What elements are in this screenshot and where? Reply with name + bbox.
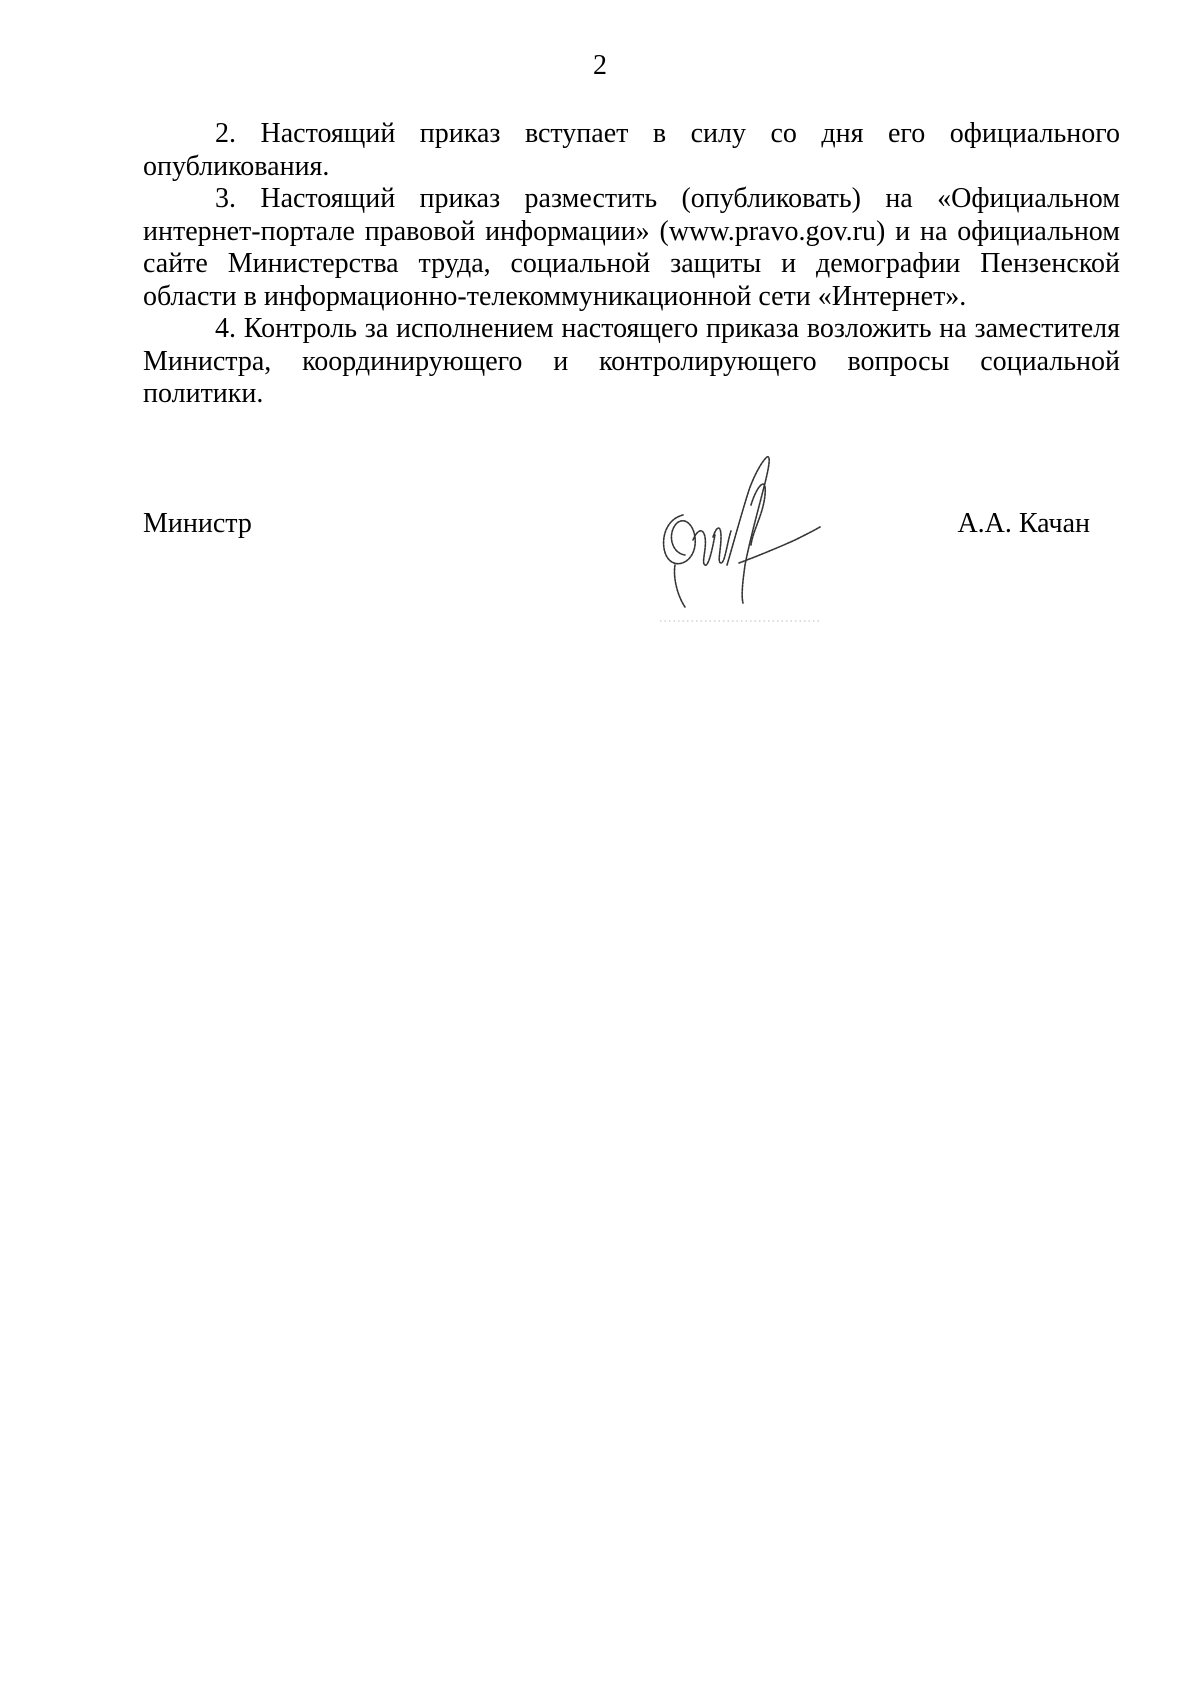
paragraph-3: 3. Настоящий приказ разместить (опубликовать) на «Официальном интернет-портале правовой информации» (www.pravo.gov.ru) и на официальном сайте Министерства труда, социальной защиты и демографии Пензенской области в информационно-телекоммуникационной сети «Интернет». (143, 183, 1120, 312)
page-number: 2 (593, 50, 607, 81)
handwritten-signature (655, 445, 825, 625)
signatory-name: А.А. Качан (957, 508, 1090, 539)
document-body (143, 118, 1120, 411)
signature-block (143, 504, 1120, 544)
signatory-title: Министр (143, 508, 252, 539)
paragraph-4: 4. Контроль за исполнением настоящего приказа возложить на заместителя Министра, координирующего и контролирующего вопросы социальной политики. (143, 313, 1120, 409)
paragraph-2: 2. Настоящий приказ вступает в силу со дня его официального опубликования. (143, 118, 1120, 182)
